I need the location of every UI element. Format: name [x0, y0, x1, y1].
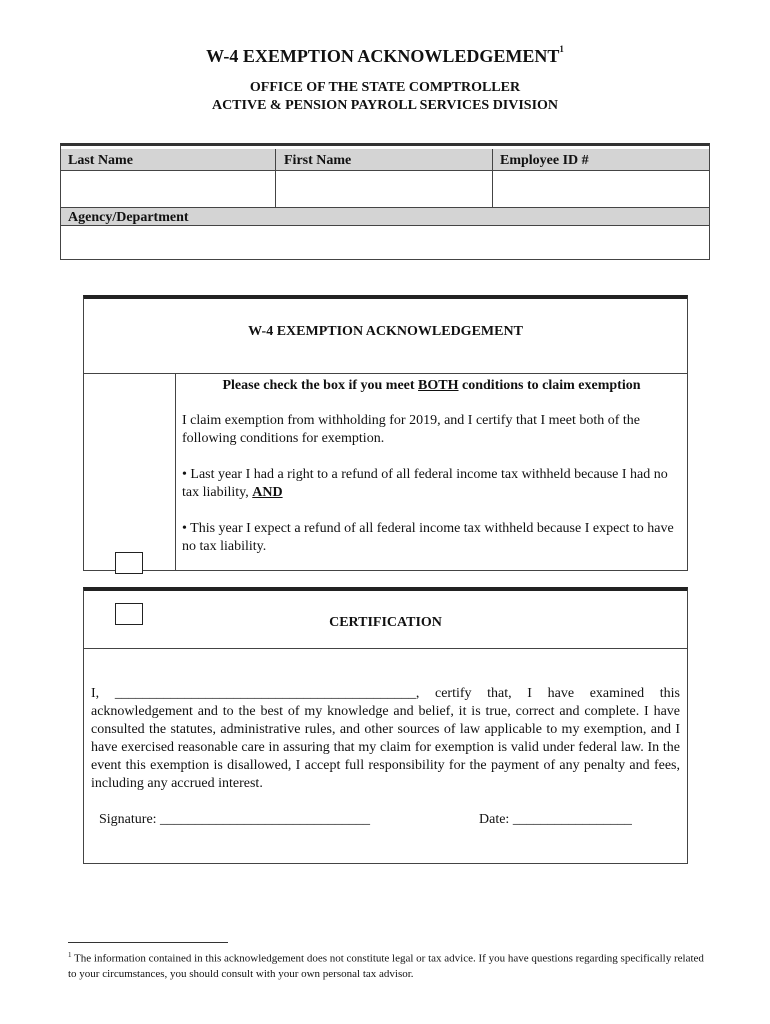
footnote — [68, 948, 708, 982]
condition-one-text: • Last year I had a right to a refund of all federal income tax withheld because I had no tax liability, — [182, 467, 668, 500]
last-name-label: Last Name — [68, 153, 133, 168]
division-name: ACTIVE & PENSION PAYROLL SERVICES DIVISION — [211, 98, 559, 113]
name-blank[interactable]: ___________________________________________ — [114, 686, 416, 701]
date-label: Date: — [479, 812, 513, 827]
page-title-text: W-4 EXEMPTION ACKNOWLEDGEMENT — [206, 46, 560, 66]
exemption-section — [83, 295, 688, 571]
footnote-number: 1 — [68, 951, 72, 959]
column-divider — [175, 374, 176, 570]
footnote-marker: 1 — [559, 44, 564, 54]
footnote-rule — [68, 942, 228, 943]
signature-field[interactable]: ______________________________ — [160, 812, 371, 827]
employee-id-label: Employee ID # — [500, 153, 589, 168]
instruction-emphasis: BOTH — [418, 378, 459, 393]
footnote-text: The information contained in this acknowledgement does not constitute legal or tax advice. If you have questions regarding specifically related to your circumstances, you should consult with your own personal tax advisor. — [68, 952, 704, 980]
agency-label: Agency/Department — [61, 207, 709, 226]
signature-label: Signature: — [99, 812, 161, 827]
employee-id-field[interactable] — [494, 172, 708, 206]
exemption-instruction — [176, 377, 687, 395]
agency-field[interactable] — [62, 227, 708, 259]
exemption-checkbox[interactable] — [115, 552, 143, 574]
date-line — [479, 811, 632, 829]
instruction-text-pre: Please check the box if you meet — [222, 378, 419, 393]
condition-and: AND — [252, 485, 283, 500]
first-name-label: First Name — [284, 153, 352, 168]
column-divider — [492, 149, 493, 208]
column-divider — [275, 149, 276, 208]
last-name-field[interactable] — [62, 172, 274, 206]
page-title — [0, 46, 770, 67]
condition-one — [182, 466, 682, 502]
claim-statement: I claim exemption from withholding for 2019, and I certify that I meet both of the following conditions for exemption. — [182, 413, 640, 446]
exemption-title: W-4 EXEMPTION ACKNOWLEDGEMENT — [248, 324, 523, 339]
date-field[interactable]: _________________ — [512, 812, 632, 827]
employee-info-table — [60, 143, 710, 260]
certification-title: CERTIFICATION — [329, 615, 442, 630]
condition-two: • This year I expect a refund of all federal income tax withheld because I expect to have no tax liability. — [182, 521, 674, 554]
signature-line — [99, 811, 370, 829]
cert-body: , certify that, I have examined this acknowledgement and to the best of my knowledge and belief, it is true, correct and complete. I have consulted the statutes, administrative rules, and other sources of law applicable to my exemption, and I have exercised reasonable care in assuring that my claim for exemption is valid under federal law. In the event this exemption is disallowed, I accept full responsibility for the payment of any penalty and fees, including any accrued interest. — [91, 686, 681, 791]
first-name-field[interactable] — [278, 172, 492, 206]
instruction-text-post: conditions to claim exemption — [458, 378, 641, 393]
divider — [84, 648, 687, 649]
certification-section — [83, 587, 688, 864]
cert-prefix: I, — [91, 686, 115, 701]
certification-statement — [91, 685, 680, 793]
office-name: OFFICE OF THE STATE COMPTROLLER — [249, 80, 521, 95]
